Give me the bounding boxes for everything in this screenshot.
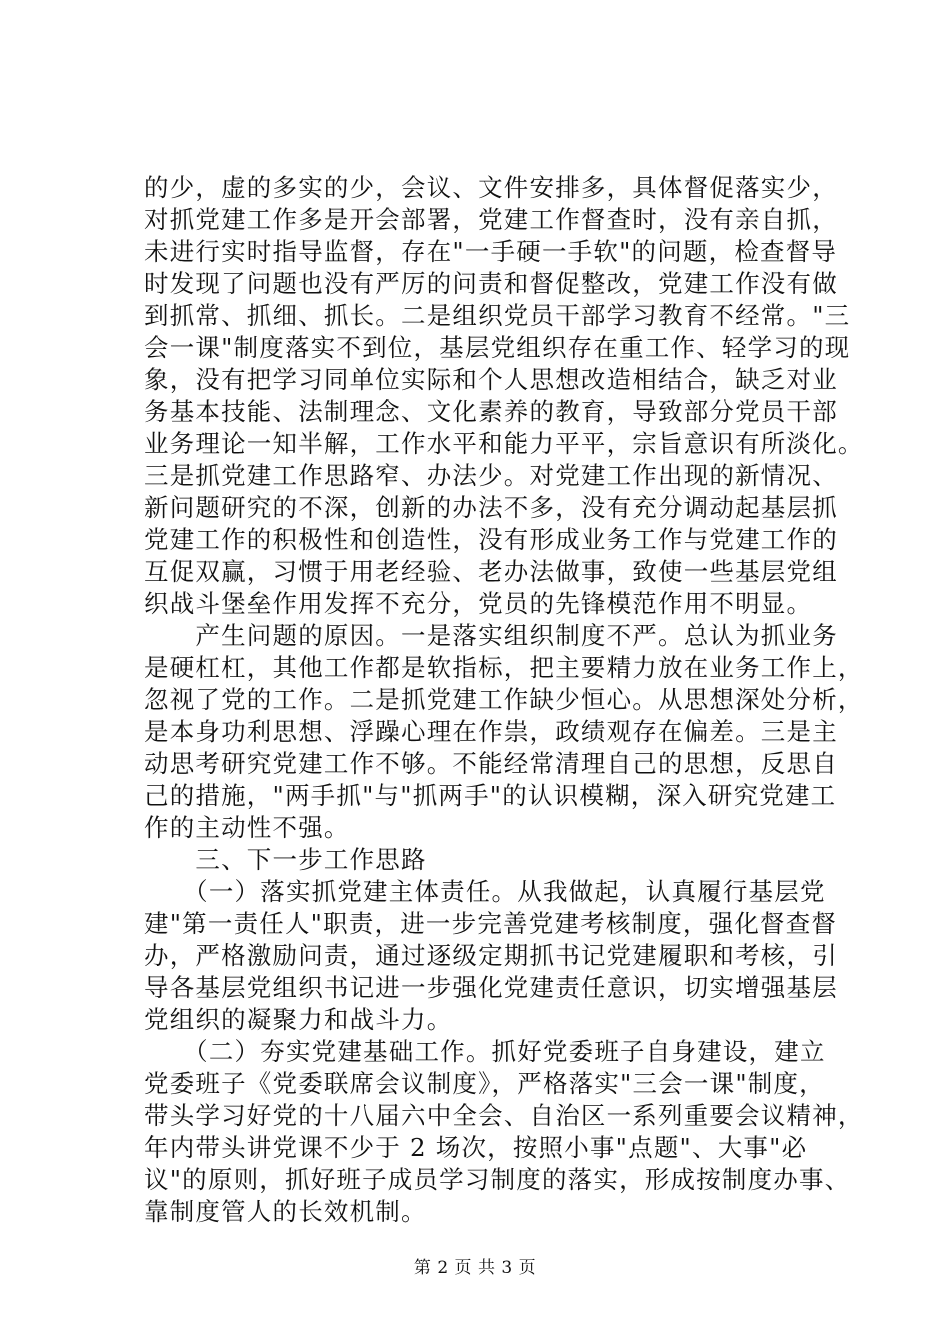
text-line: 新问题研究的不深，创新的办法不多，没有充分调动起基层抓 (144, 493, 838, 522)
text-line: 是硬杠杠，其他工作都是软指标，把主要精力放在业务工作上， (144, 653, 864, 682)
page-number-footer: 第 2 页 共 3 页 (413, 1258, 537, 1278)
text-line: 党组织的凝聚力和战斗力。 (144, 1005, 453, 1034)
text-line: 未进行实时指导监督，存在"一手硬一手软"的问题，检查督导 (144, 237, 838, 266)
text-line: 互促双赢，习惯于用老经验、老办法做事，致使一些基层党组 (144, 557, 838, 586)
text-line: 建"第一责任人"职责，进一步完善党建考核制度，强化督查督 (144, 909, 838, 938)
text-line: 三是抓党建工作思路窄、办法少。对党建工作出现的新情况、 (144, 461, 838, 490)
text-line: 织战斗堡垒作用发挥不充分，党员的先锋模范作用不明显。 (144, 589, 813, 618)
text-line: 靠制度管人的长效机制。 (144, 1197, 427, 1226)
text-line: 业务理论一知半解，工作水平和能力平平，宗旨意识有所淡化。 (144, 429, 864, 458)
text-line: 象，没有把学习同单位实际和个人思想改造相结合，缺乏对业 (144, 365, 838, 394)
text-line: 议"的原则，抓好班子成员学习制度的落实，形成按制度办事、 (144, 1165, 851, 1194)
text-line: 党委班子《党委联席会议制度》，严格落实"三会一课"制度， (144, 1069, 825, 1098)
text-line: 产生问题的原因。一是落实组织制度不严。总认为抓业务 (144, 621, 838, 650)
text-line: 己的措施，"两手抓"与"抓两手"的认识模糊，深入研究党建工 (144, 781, 837, 810)
text-line: （二）夯实党建基础工作。抓好党委班子自身建设，建立 (144, 1037, 826, 1066)
text-line: 务基本技能、法制理念、文化素养的教育，导致部分党员干部 (144, 397, 838, 426)
text-line: 是本身功利思想、浮躁心理在作祟，政绩观存在偏差。三是主 (144, 717, 838, 746)
text-line: 年内带头讲党课不少于 2 场次，按照小事"点题"、大事"必 (144, 1133, 808, 1162)
text-line: 的少，虚的多实的少，会议、文件安排多，具体督促落实少， (144, 173, 838, 202)
section-heading: 三、下一步工作思路 (144, 845, 427, 874)
text-line: 党建工作的积极性和创造性，没有形成业务工作与党建工作的 (144, 525, 838, 554)
text-line: 带头学习好党的十八届六中全会、自治区一系列重要会议精神， (144, 1101, 864, 1130)
text-line: 到抓常、抓细、抓长。二是组织党员干部学习教育不经常。"三 (144, 301, 851, 330)
text-line: （一）落实抓党建主体责任。从我做起，认真履行基层党 (144, 877, 826, 906)
text-line: 动思考研究党建工作不够。不能经常清理自己的思想，反思自 (144, 749, 838, 778)
text-line: 办，严格激励问责，通过逐级定期抓书记党建履职和考核，引 (144, 941, 838, 970)
text-line: 会一课"制度落实不到位，基层党组织存在重工作、轻学习的现 (144, 333, 851, 362)
text-line: 对抓党建工作多是开会部署，党建工作督查时，没有亲自抓， (144, 205, 838, 234)
text-line: 时发现了问题也没有严厉的问责和督促整改，党建工作没有做 (144, 269, 838, 298)
text-line: 导各基层党组织书记进一步强化党建责任意识，切实增强基层 (144, 973, 838, 1002)
text-line: 作的主动性不强。 (144, 813, 350, 842)
text-line: 忽视了党的工作。二是抓党建工作缺少恒心。从思想深处分析， (144, 685, 864, 714)
